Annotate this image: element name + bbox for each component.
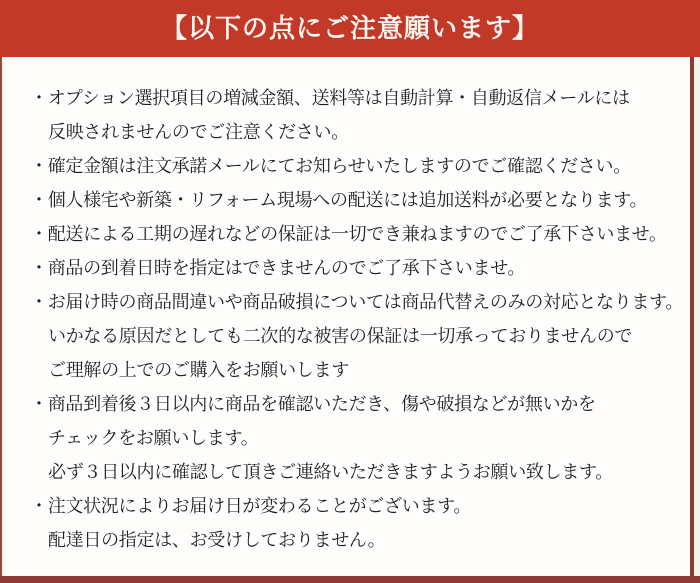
notice-line: ご理解の上でのご購入をお願いします (48, 360, 349, 381)
notice-line: 反映されませんのでご注意ください。 (48, 122, 349, 143)
notice-line: ・商品到着後３日以内に商品を確認いただき、傷や破損などが無いかを (30, 394, 596, 415)
notice-line: ・注文状況によりお届け日が変わることがございます。 (30, 496, 472, 517)
notice-line: チェックをお願いします。 (48, 428, 259, 449)
notice-line: ・オプション選択項目の増減金額、送料等は自動計算・自動返信メールには (30, 88, 630, 109)
footer-bar (0, 576, 700, 583)
notice-line: ・確定金額は注文承諾メールにてお知らせいたしますのでご確認ください。 (30, 156, 631, 177)
notice-line: 必ず３日以内に確認して頂きご連絡いただきますようお願い致します。 (48, 462, 613, 483)
notice-line: ・商品の到着日時を指定はできませんのでご了承下さいませ。 (30, 258, 526, 279)
notice-title: 【以下の点にご注意願います】 (160, 13, 539, 44)
notice-lines (2, 82, 690, 558)
notice-header (0, 0, 700, 57)
notice-line: ・配送による工期の遅れなどの保証は一切でき兼ねますのでご了承下さいませ。 (30, 224, 667, 245)
notice-body (0, 57, 694, 576)
notice-line: ・個人様宅や新築・リフォーム現場への配送には追加送料が必要となります。 (30, 190, 648, 211)
notice-line: 配達日の指定は、お受けしておりません。 (48, 530, 386, 551)
notice-line: いかなる原因だとしても二次的な被害の保証は一切承っておりませんので (48, 326, 633, 347)
notice-line: ・お届け時の商品間違いや商品破損については商品代替えのみの対応となります。 (30, 292, 684, 313)
